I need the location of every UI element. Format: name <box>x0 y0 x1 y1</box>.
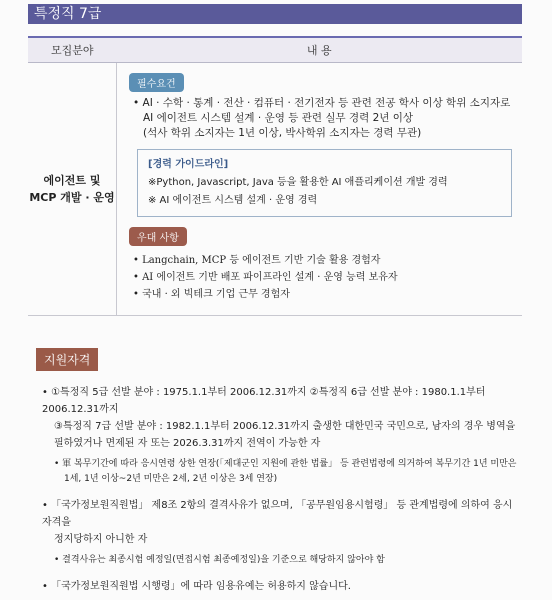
guideline-title: [경력 가이드라인] <box>148 159 229 170</box>
qualification-item-age <box>42 384 520 452</box>
qualification-label: 지원자격 <box>36 348 98 371</box>
header-content: 내 용 <box>117 37 523 63</box>
guideline-box <box>137 149 512 217</box>
field-cell <box>28 63 117 316</box>
qualification-section <box>42 378 520 595</box>
requirements-table <box>28 36 522 316</box>
required-line1: • AI · 수학 · 통계 · 전산 · 컴퓨터 · 전기전자 등 관련 전공 학사 이상 학위 소지자로 <box>133 97 511 109</box>
required-badge: 필수요건 <box>129 73 184 92</box>
q1-line2: ③특정직 7급 선발 분야 : 1982.1.1부터 2006.12.31까지 출생한 대한민국 국민으로, 남자의 경우 병역을 <box>54 421 516 432</box>
preferred-badge: 우대 사항 <box>129 227 187 246</box>
preferred-item: • AI 에이전트 기반 배포 파이프라인 설계 · 운영 능력 보유자 <box>133 272 398 283</box>
note1-line1: • 軍 복무기간에 따라 응시연령 상한 연장(「제대군인 지원에 관한 법률」 등 관련법령에 의거하여 복무기간 1년 미만은 <box>54 459 517 469</box>
preferred-list <box>133 252 514 303</box>
q1-line1: • ①특정직 5급 선발 분야 : 1975.1.1부터 2006.12.31까지 ②특정직 6급 선발 분야 : 1980.1.1부터 2006.12.31까지 <box>42 387 486 415</box>
note1-line2: 1세, 1년 이상~2년 미만은 2세, 2년 이상은 3세 연장) <box>64 474 278 484</box>
military-note <box>42 457 520 487</box>
guideline-line1: ※Python, Javascript, Java 등을 활용한 AI 애플리케이션 개발 경력 <box>148 177 448 188</box>
required-line2: AI 에이전트 시스템 설계 · 운영 등 관련 실무 경력 2년 이상 <box>143 112 414 124</box>
page-title: 특정직 7급 <box>28 4 522 24</box>
q2-line1: • 「국가정보원직원법」 제8조 2항의 결격사유가 없으며, 「공무원임용시험령」 등 관계법령에 의하여 응시자격을 <box>42 500 513 528</box>
disqualification-note: • 결격사유는 최종시험 예정일(면접시험 최종예정일)을 기준으로 해당하지 않아야 함 <box>54 555 385 565</box>
required-item <box>133 96 514 141</box>
q1-line3: 필하였거나 면제된 자 또는 2026.3.31까지 전역이 가능한 자 <box>54 438 321 449</box>
guideline-line2: ※ AI 에이전트 시스템 설계 · 운영 경력 <box>148 195 318 206</box>
field-name-line1: 에이전트 및 <box>43 174 101 187</box>
content-cell <box>117 63 523 316</box>
qualification-item-deferral: • 「국가정보원직원법 시행령」에 따라 임용유예는 허용하지 않습니다. <box>42 581 351 592</box>
header-field: 모집분야 <box>28 37 117 63</box>
q2-line2: 정지당하지 아니한 자 <box>54 534 148 545</box>
qualification-item-disqualification <box>42 497 520 548</box>
preferred-item: • 국내 · 외 빅테크 기업 근무 경험자 <box>133 289 290 300</box>
field-name-line2: MCP 개발 · 운영 <box>29 191 115 204</box>
required-line3: (석사 학위 소지자는 1년 이상, 박사학위 소지자는 경력 무관) <box>143 127 422 139</box>
preferred-item: • Langchain, MCP 등 에이전트 기반 기술 활용 경험자 <box>133 255 381 266</box>
